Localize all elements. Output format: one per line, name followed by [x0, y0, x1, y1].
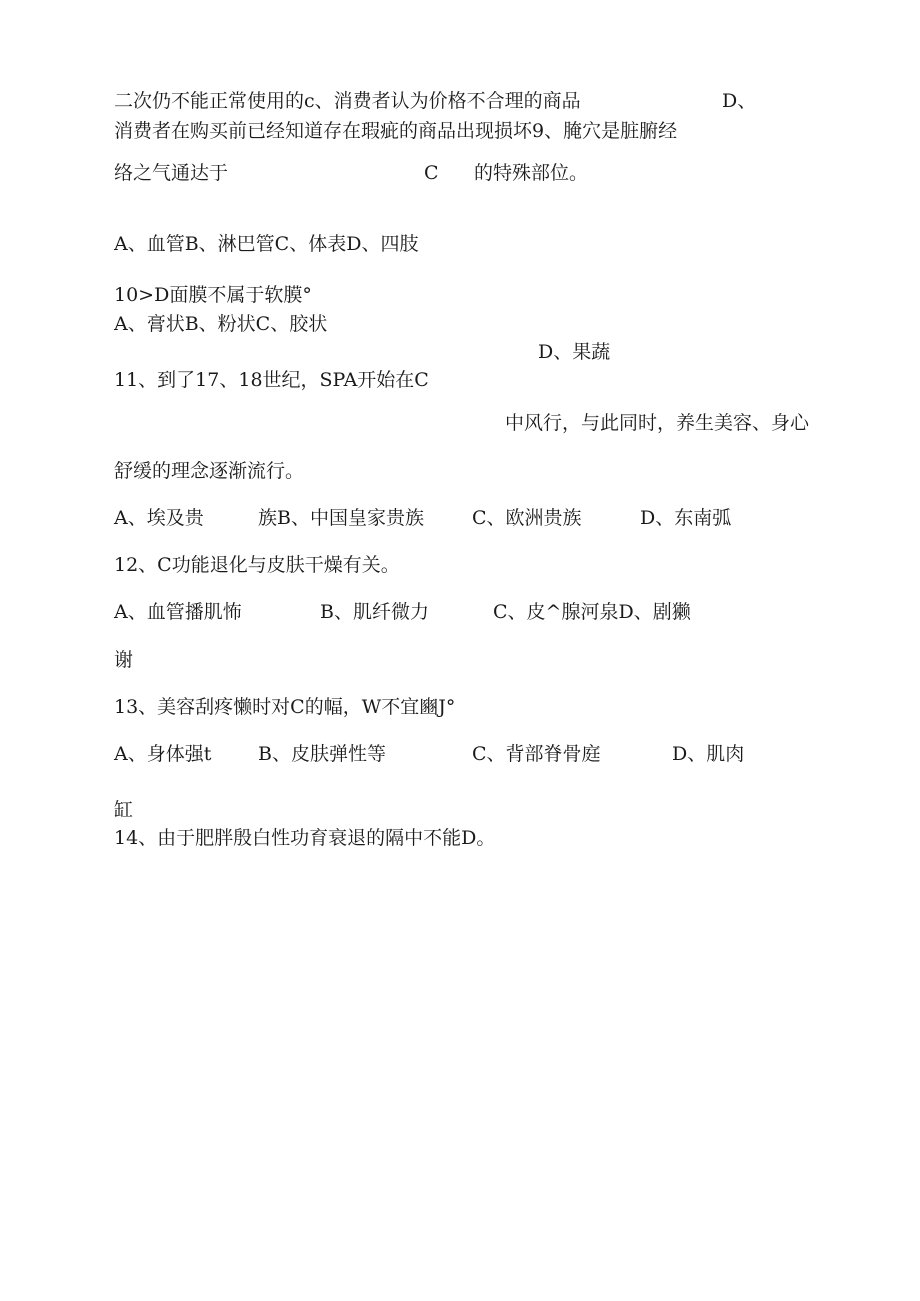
text-line: C、背部脊骨庭 [472, 743, 601, 765]
text-line: 的特殊部位。 [474, 162, 589, 184]
text-line: 消费者在购买前已经知道存在瑕疵的商品出现损坏9、腌穴是脏腑经 [114, 120, 678, 142]
text-line: C [424, 162, 439, 184]
text-line: 舒缓的理念逐渐流行。 [114, 460, 305, 482]
text-line: 络之气通达于 [114, 162, 229, 184]
text-line: 10>D面膜不属于软膜° [114, 284, 312, 306]
text-line: 11、到了17、18世纪，SPA开始在C [114, 369, 429, 391]
text-line: B、肌纤微力 [320, 601, 429, 623]
text-line: A、身体强t [114, 743, 212, 765]
text-line: D、东南弧 [640, 507, 732, 529]
text-line: A、膏状B、粉状C、胶状 [114, 313, 328, 335]
text-line: A、血管播肌怖 [114, 601, 242, 623]
text-line: D、果蔬 [538, 341, 611, 363]
text-line: 族B、中国皇家贵族 [258, 507, 424, 529]
text-line: C、欧洲贵族 [472, 507, 582, 529]
text-line: D、肌肉 [672, 743, 745, 765]
text-line: 14、由于肥胖殷白性功育衰退的隔中不能D。 [114, 827, 496, 849]
text-line: 缸 [114, 799, 134, 821]
text-line: D、 [722, 90, 757, 112]
text-line: 中风行，与此同时，养生美容、身心 [505, 412, 810, 434]
text-line: A、血管B、淋巴管C、体表D、四肢 [114, 233, 419, 255]
text-line: A、埃及贵 [114, 507, 204, 529]
text-line: 谢 [114, 649, 134, 671]
text-line: C、皮^腺河泉D、剧獭 [493, 601, 691, 623]
text-line: 二次仍不能正常使用的c、消费者认为价格不合理的商品 [114, 90, 581, 112]
text-line: 13、美容刮疼懒时对C的幅，W不宜豳J° [114, 696, 456, 718]
text-line: B、皮肤弹性等 [258, 743, 386, 765]
text-line: 12、C功能退化与皮肤干燥有关。 [114, 554, 400, 576]
